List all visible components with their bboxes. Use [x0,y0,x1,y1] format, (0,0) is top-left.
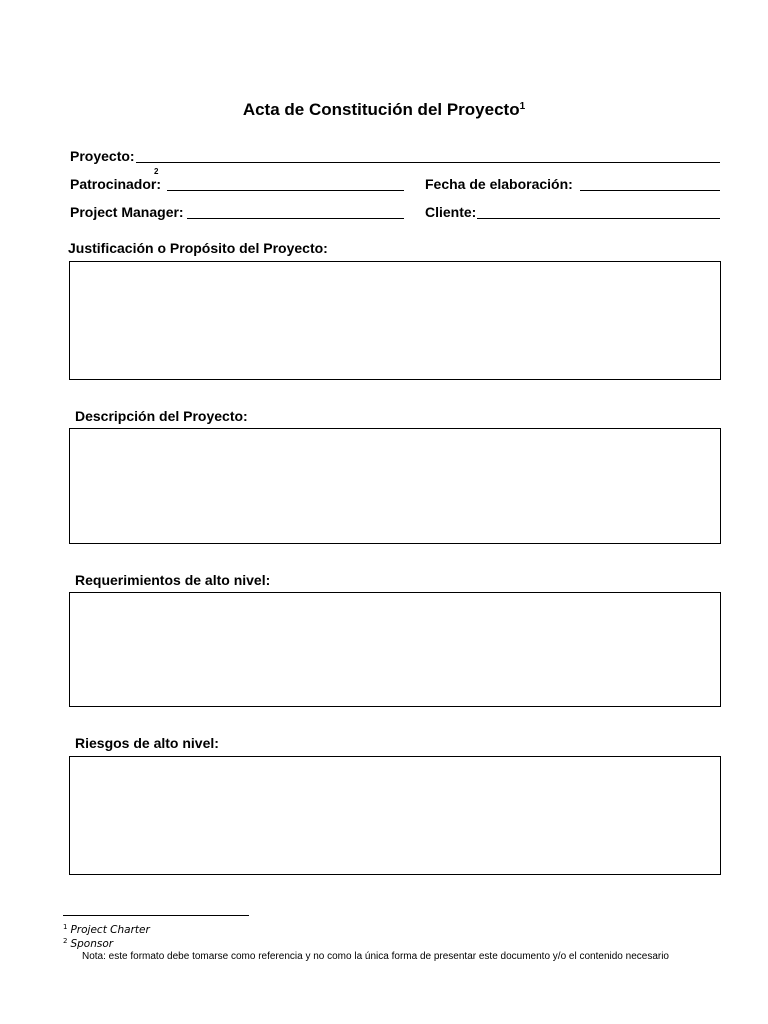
footnote-separator [63,915,249,916]
justificacion-label: Justificación o Propósito del Proyecto: [68,240,328,256]
patrocinador-label [70,167,162,192]
document-title-text: Acta de Constitución del Proyecto [242,100,520,119]
footnote-2 [63,937,113,950]
justificacion-textbox[interactable] [69,261,721,380]
footnote-2-text: Sponsor [70,938,114,950]
requerimientos-textbox[interactable] [69,592,721,707]
cliente-field[interactable] [477,218,720,219]
riesgos-label: Riesgos de alto nivel: [75,735,219,751]
proyecto-label: Proyecto: [70,148,135,164]
title-footnote-ref: 1 [519,101,526,112]
footnote-1-number: 1 [63,923,68,931]
cliente-label: Cliente: [425,204,477,220]
footnote-1 [63,923,150,936]
project-manager-label: Project Manager: [70,204,184,220]
fecha-elaboracion-field[interactable] [580,190,720,191]
descripcion-label: Descripción del Proyecto: [75,408,248,424]
patrocinador-field[interactable] [167,190,404,191]
footnote-1-text: Project Charter [70,924,150,936]
footnote-2-number: 2 [63,937,68,945]
riesgos-textbox[interactable] [69,756,721,875]
document-title [0,100,768,120]
requerimientos-label: Requerimientos de alto nivel: [75,572,271,588]
format-note: Nota: este formato debe tomarse como referencia y no como la única forma de presentar este documento y/o el contenido necesario [82,951,669,962]
fecha-elaboracion-label: Fecha de elaboración: [425,176,573,192]
patrocinador-label-text: Patrocinador: [70,176,162,192]
project-manager-field[interactable] [187,218,404,219]
patrocinador-footnote-ref: 2 [154,167,159,176]
proyecto-field[interactable] [136,162,720,163]
descripcion-textbox[interactable] [69,428,721,544]
